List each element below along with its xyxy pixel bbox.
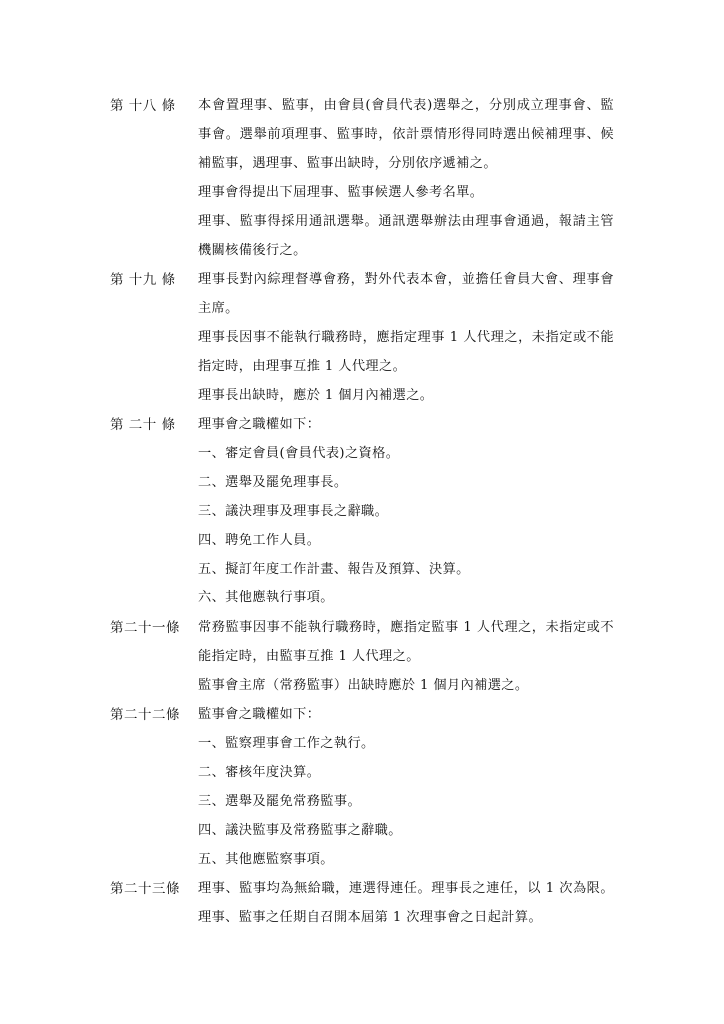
article-body bbox=[198, 411, 614, 613]
article-body bbox=[198, 614, 614, 701]
article-label: 第二十一條 bbox=[110, 620, 180, 636]
article-paragraph: 理事長對內綜理督導會務，對外代表本會，並擔任會員大會、理事會主席。 bbox=[198, 272, 614, 316]
list-item: 五、擬訂年度工作計畫、報告及預算、決算。 bbox=[198, 561, 470, 577]
article-body bbox=[198, 92, 614, 265]
article-label: 第 十八 條 bbox=[110, 98, 176, 114]
article-paragraph: 理事會之職權如下： bbox=[198, 417, 321, 432]
article-paragraph: 理事、監事得採用通訊選舉。通訊選舉辦法由理事會通過，報請主管機關核備後行之。 bbox=[198, 213, 614, 258]
list-item: 二、審核年度決算。 bbox=[198, 764, 321, 780]
article-body bbox=[198, 266, 614, 411]
article-paragraph: 監事會主席（常務監事）出缺時應於 1 個月內補選之。 bbox=[198, 677, 529, 693]
article-paragraph: 本會置理事、監事，由會員(會員代表)選舉之，分別成立理事會、監事會。選舉前項理事、監事時，依計票情形得同時選出候補理事、候補監事，遇理事、監事出缺時，分別依序遞補之。 bbox=[198, 98, 614, 171]
list-item: 一、審定會員(會員代表)之資格。 bbox=[198, 445, 400, 461]
list-item: 一、監察理事會工作之執行。 bbox=[198, 735, 375, 751]
list-item: 四、聘免工作人員。 bbox=[198, 532, 321, 548]
article-paragraph: 理事長因事不能執行職務時，應指定理事 1 人代理之，未指定或不能指定時，由理事互推 1 人代理之。 bbox=[198, 329, 614, 374]
article-label: 第二十三條 bbox=[110, 881, 180, 897]
article-body bbox=[198, 875, 614, 933]
article-paragraph: 理事會得提出下屆理事、監事候選人參考名單。 bbox=[198, 184, 484, 200]
article-body bbox=[198, 701, 614, 874]
article-paragraph: 理事、監事均為無給職，連選得連任。理事長之連任，以 1 次為限。理事、監事之任期自召開本屆第 1 次理事會之日起計算。 bbox=[198, 881, 614, 925]
article-label: 第 二十 條 bbox=[110, 417, 176, 433]
list-item: 五、其他應監察事項。 bbox=[198, 851, 334, 867]
list-item: 四、議決監事及常務監事之辭職。 bbox=[198, 822, 402, 838]
list-item: 三、選舉及罷免常務監事。 bbox=[198, 793, 362, 809]
article-label: 第二十二條 bbox=[110, 707, 180, 723]
list-item: 三、議決理事及理事長之辭職。 bbox=[198, 503, 389, 519]
list-item: 二、選舉及罷免理事長。 bbox=[198, 474, 348, 490]
article-paragraph: 監事會之職權如下： bbox=[198, 707, 321, 722]
article-label: 第 十九 條 bbox=[110, 272, 176, 288]
list-item: 六、其他應執行事項。 bbox=[198, 590, 334, 606]
article-paragraph: 理事長出缺時，應於 1 個月內補選之。 bbox=[198, 387, 434, 403]
article-paragraph: 常務監事因事不能執行職務時，應指定監事 1 人代理之，未指定或不能指定時，由監事互推 1 人代理之。 bbox=[198, 620, 614, 664]
